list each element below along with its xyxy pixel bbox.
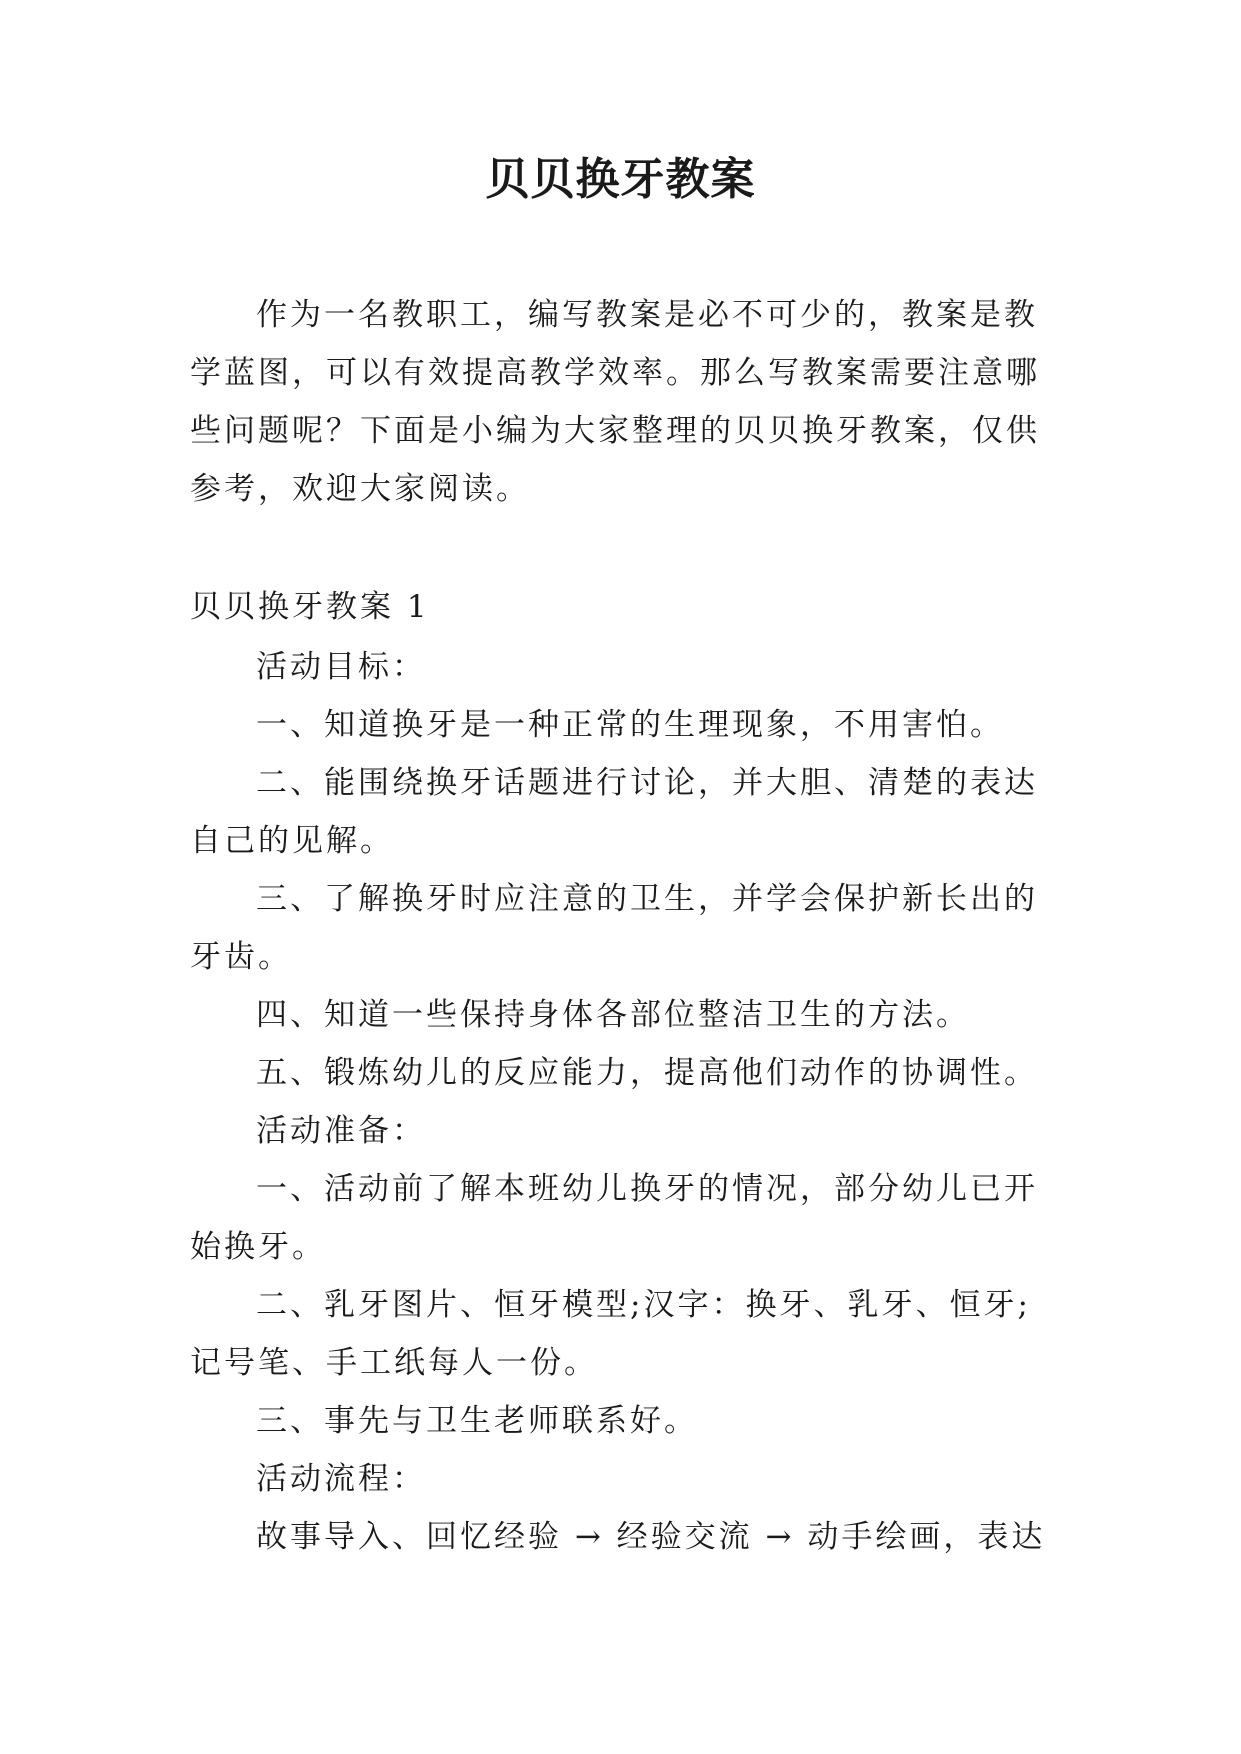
lesson-plan-section bbox=[190, 578, 1050, 1566]
paragraph-prep-3: 三、事先与卫生老师联系好。 bbox=[256, 1403, 698, 1439]
paragraph-goal-5: 五、锻炼幼儿的反应能力，提高他们动作的协调性。 bbox=[256, 1055, 1038, 1091]
paragraph-goal-1: 一、知道换牙是一种正常的生理现象，不用害怕。 bbox=[256, 707, 1004, 743]
paragraph-prep-1: 一、活动前了解本班幼儿换牙的情况，部分幼儿已开始换牙。 bbox=[190, 1171, 1038, 1265]
paragraph-prep-heading: 活动准备： bbox=[256, 1113, 426, 1149]
paragraph-goal-2: 二、能围绕换牙话题进行讨论，并大胆、清楚的表达自己的见解。 bbox=[190, 765, 1038, 859]
paragraph-goal-3: 三、了解换牙时应注意的卫生，并学会保护新长出的牙齿。 bbox=[190, 881, 1038, 975]
document-title: 贝贝换牙教案 bbox=[485, 154, 756, 205]
paragraph-flow-heading: 活动流程： bbox=[256, 1461, 426, 1497]
intro-paragraph: 作为一名教职工，编写教案是必不可少的，教案是教学蓝图，可以有效提高教学效率。那么写教案需要注意哪些问题呢？下面是小编为大家整理的贝贝换牙教案，仅供参考，欢迎大家阅读。 bbox=[190, 297, 1040, 507]
section-heading: 贝贝换牙教案 1 bbox=[190, 589, 430, 625]
paragraph-goals-heading: 活动目标： bbox=[256, 649, 426, 685]
paragraph-flow-1: 故事导入、回忆经验 → 经验交流 → 动手绘画，表达 bbox=[256, 1519, 1046, 1555]
paragraph-prep-2: 二、乳牙图片、恒牙模型;汉字：换牙、乳牙、恒牙;记号笔、手工纸每人一份。 bbox=[190, 1287, 1031, 1381]
paragraph-goal-4: 四、知道一些保持身体各部位整洁卫生的方法。 bbox=[256, 997, 970, 1033]
